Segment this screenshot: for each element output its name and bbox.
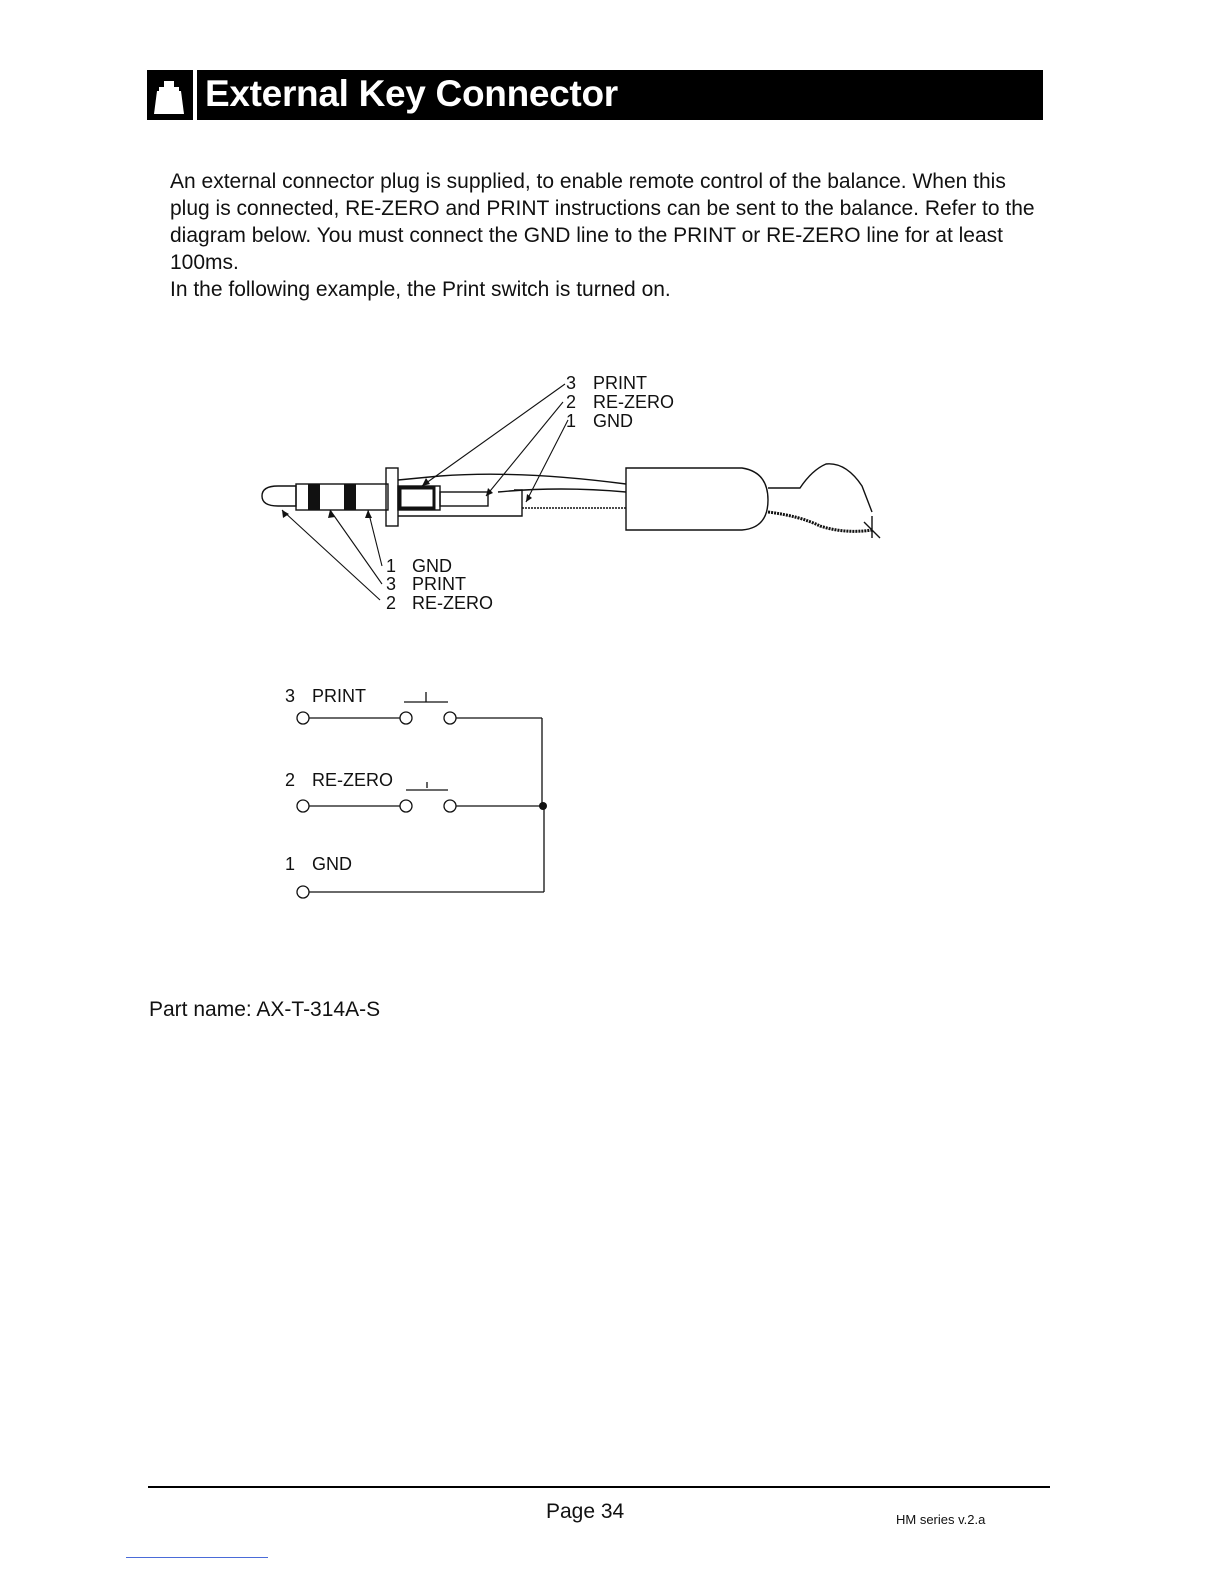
plug-bottom-label-name-0: GND xyxy=(412,556,452,576)
plug-top-label-name-0: PRINT xyxy=(593,373,647,393)
rezero-switch-contact-a xyxy=(400,800,412,812)
plug-bottom-label-num-1: 3 xyxy=(386,574,397,594)
plug-top-label-num-1: 2 xyxy=(566,392,577,412)
plug-bottom-label-name-1: PRINT xyxy=(412,574,466,594)
print-switch-contact-b xyxy=(444,712,456,724)
plug-bottom-label-name-2: RE-ZERO xyxy=(412,593,493,613)
plug-band-2 xyxy=(344,484,356,510)
plug-top-label-num-0: 3 xyxy=(566,373,577,393)
page-title: External Key Connector xyxy=(205,73,618,114)
circuit-label-num-1: 2 xyxy=(285,770,296,790)
cable-housing xyxy=(626,468,768,530)
gnd-terminal xyxy=(297,886,309,898)
rezero-terminal xyxy=(297,800,309,812)
circuit-label-name-1: RE-ZERO xyxy=(312,770,393,790)
footer-rule xyxy=(148,1486,1050,1488)
plug-bottom-label-num-0: 1 xyxy=(386,556,397,576)
circuit-label-num-2: 1 xyxy=(285,854,296,874)
series-label: HM series v.2.a xyxy=(896,1512,986,1527)
intro-paragraph-2: In the following example, the Print switch is turned on. xyxy=(170,278,671,301)
circuit-label-name-2: GND xyxy=(312,854,352,874)
plug-band-1 xyxy=(308,484,320,510)
circuit-label-name-0: PRINT xyxy=(312,686,366,706)
bottom-link-line xyxy=(126,1557,268,1558)
page-number: Page 34 xyxy=(546,1500,625,1523)
print-switch-contact-a xyxy=(400,712,412,724)
part-name: Part name: AX-T-314A-S xyxy=(149,998,381,1021)
circuit-diagram xyxy=(0,670,1224,910)
plug-tip xyxy=(262,486,296,506)
circuit-label-num-0: 3 xyxy=(285,686,296,706)
plug-top-label-num-2: 1 xyxy=(566,411,577,431)
plug-bottom-label-num-2: 2 xyxy=(386,593,397,613)
junction-dot xyxy=(539,802,547,810)
print-terminal xyxy=(297,712,309,724)
plug-top-label-name-2: GND xyxy=(593,411,633,431)
plug-top-label-name-1: RE-ZERO xyxy=(593,392,674,412)
intro-paragraph-1: An external connector plug is supplied, to enable remote control of the balance. When this plug is connected, RE-ZERO and PRINT instructions can be sent to the balance. Refer to the diagram below. You must connect the GND line to the PRINT or RE-ZERO line for at least 100ms. xyxy=(170,170,1035,274)
plug-diagram xyxy=(0,0,1224,640)
rezero-switch-contact-b xyxy=(444,800,456,812)
